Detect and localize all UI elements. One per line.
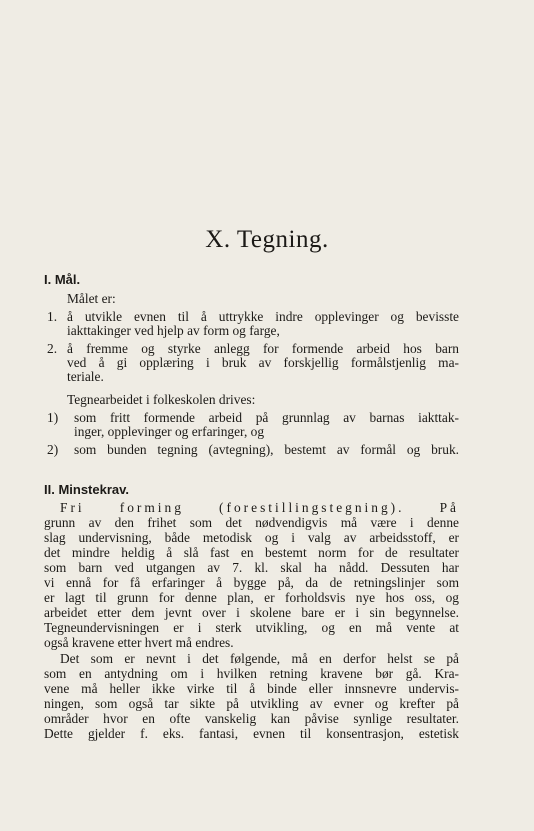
intro-text: Målet er:	[67, 291, 116, 306]
paragraph-line: også kravene etter hvert må endres.	[44, 635, 234, 650]
paragraph-line: vene må heller ikke virke til å binde eller innsnevre undervis-	[44, 681, 459, 696]
paragraph-line: ningen, som også tar sikte på utvikling av evner og krefter på	[44, 696, 459, 711]
paragraph-line: Tegneundervisningen er i sterk utvikling, og en må vente at	[44, 620, 459, 635]
paragraph-line: Dette gjelder f. eks. fantasi, evnen til konsentrasjon, estetisk	[44, 726, 459, 741]
list-item-number: 2.	[47, 341, 58, 356]
drives-intro: Tegnearbeidet i folkeskolen drives:	[67, 392, 256, 407]
list-item-line: som fritt formende arbeid på grunnlag av barnas iakttak-	[74, 410, 459, 425]
paragraph-line: er lagt til grunn for denne plan, er forholdsvis nye hos oss, og	[44, 590, 459, 605]
paragraph-line: det mindre heldig å slå fast en bestemt norm for de resultater	[44, 545, 459, 560]
section-heading-maal: I. Mål.	[44, 272, 81, 287]
paragraph-line: som barn ved utgangen av 7. kl. skal ha nådd. Dessuten har	[44, 560, 459, 575]
paragraph-line: Fri forming (forestillingstegning). På	[60, 500, 459, 515]
section-heading-minstekrav: II. Minstekrav.	[44, 482, 130, 497]
list-item-number: 1.	[47, 309, 58, 324]
paragraph-line: slag undervisning, både metodisk og i valg av arbeidsstoff, er	[44, 530, 459, 545]
list-item-line: inger, opplevinger og erfaringer, og	[74, 424, 265, 439]
list-item-line: som bunden tegning (avtegning), bestemt av formål og bruk.	[74, 442, 459, 457]
paragraph-line: arbeidet etter dem jevnt over i skolene bare er i sin begynnelse.	[44, 605, 459, 620]
list-item-number: 1)	[47, 410, 59, 425]
list-item-line: iakttakinger ved hjelp av form og farge,	[67, 323, 280, 338]
list-item-line: ved å gi opplæring i bruk av forskjellig formålstjenlig ma-	[67, 355, 459, 370]
paragraph-line: som en antydning om i hvilken retning kravene bør gå. Kra-	[44, 666, 459, 681]
paragraph-line: områder hvor en ofte vanskelig kan påvise synlige resultater.	[44, 711, 459, 726]
list-item-line: teriale.	[67, 369, 104, 384]
paragraph-line: grunn av den frihet som det nødvendigvis må være i denne	[44, 515, 459, 530]
paragraph-line: vi ennå for få erfaringer å bygge på, da de retningslinjer som	[44, 575, 459, 590]
paragraph-line: Det som er nevnt i det følgende, må en derfor helst se på	[60, 651, 459, 666]
list-item-line: å utvikle evnen til å uttrykke indre opplevinger og bevisste	[67, 309, 459, 324]
list-item-number: 2)	[47, 442, 59, 457]
list-item-line: å fremme og styrke anlegg for formende arbeid hos barn	[67, 341, 459, 356]
chapter-title: X. Tegning.	[205, 226, 329, 253]
